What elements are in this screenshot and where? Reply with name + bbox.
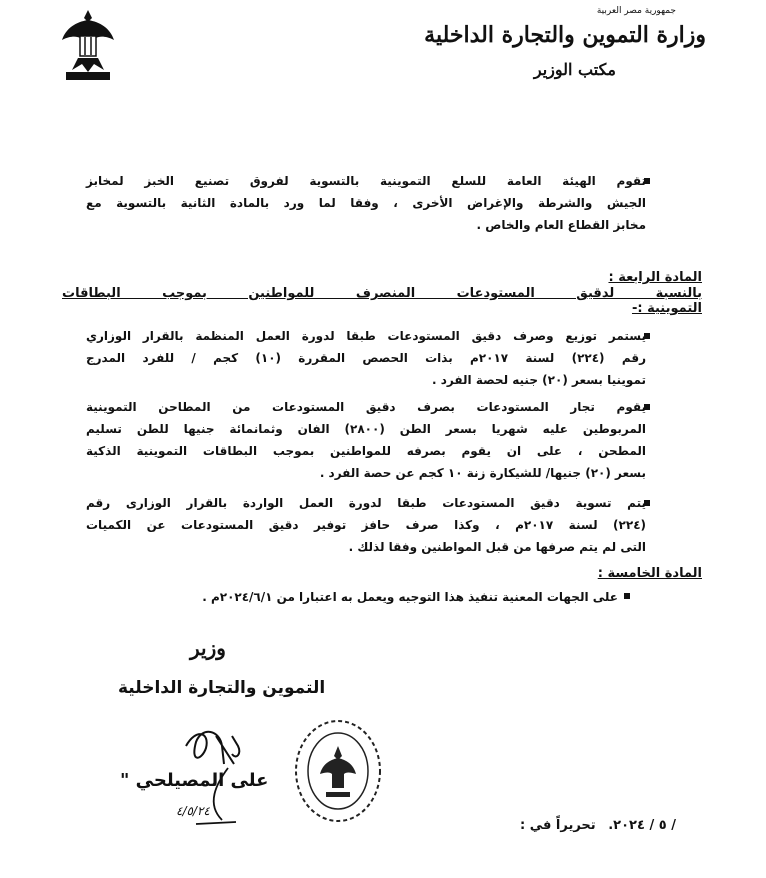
article4-heading bbox=[62, 286, 702, 316]
date-line bbox=[520, 818, 676, 833]
article4-item-line: يستمر توزيع وصرف دقيق المستودعات طبقا لدورة العمل المنظمة بالقرار الوزاري bbox=[86, 329, 646, 343]
article4-item bbox=[86, 396, 646, 484]
article4-title bbox=[608, 270, 702, 285]
article5-bullet bbox=[624, 593, 630, 599]
minister-title: وزير bbox=[190, 636, 226, 660]
article4-item-line: يتم تسوية دقيق المستودعات طبقا لدورة العمل الواردة بالقرار الوزارى رقم bbox=[86, 496, 646, 510]
article4-item bbox=[86, 325, 646, 391]
article4-item-line: التى لم يتم صرفها من قبل المواطنين وفقا لذلك . bbox=[348, 540, 646, 554]
letterhead-office: مكتب الوزير bbox=[533, 60, 616, 79]
article5-title-text: المادة الخامسة : bbox=[597, 566, 702, 581]
date-label: تحريراً في : bbox=[520, 818, 596, 833]
article4-item-line: المطحن ، على ان يقوم بصرفه للمواطنين بموجب البطاقات التموينية الذكية bbox=[86, 444, 646, 458]
letterhead-country: جمهورية مصر العربية bbox=[596, 6, 676, 16]
article4-item-line: رقم (٢٢٤) لسنة ٢٠١٧م بذات الحصص المقررة (١٠) كجم / للفرد المدرج bbox=[86, 351, 646, 365]
article4-title-text: المادة الرابعة : bbox=[608, 270, 702, 285]
letterhead-ministry: وزارة التموين والتجارة الداخلية bbox=[424, 22, 706, 48]
article5-title bbox=[598, 566, 702, 581]
article4-heading-line: بالنسبة لدقيق المستودعات المنصرف للمواطنين بموجب البطاقات bbox=[62, 286, 702, 301]
paragraph1-line: مخابز القطاع العام والخاص . bbox=[476, 218, 646, 232]
paragraph1 bbox=[86, 170, 646, 236]
article4-item-line: تموينيا بسعر (٢٠) جنيه لحصة الفرد . bbox=[432, 373, 646, 387]
paragraph1-line: الجيش والشرطة والإغراض الأخرى ، وفقا لما ورد بالمادة الثانية بالتسوية مع bbox=[86, 196, 646, 210]
paragraph1-line: تقوم الهيئة العامة للسلع التموينية بالتسوية لفروق تصنيع الخبز لمخابز bbox=[86, 174, 646, 188]
article4-item-line: يقوم تجار المستودعات بصرف دقيق المستودعات من المطاحن التموينية bbox=[86, 400, 646, 414]
article4-item bbox=[86, 492, 646, 558]
article5-line: على الجهات المعنية تنفيذ هذا التوجيه ويعمل به اعتبارا من ٢٠٢٤/٦/١م . bbox=[202, 590, 618, 604]
article4-item-line: المربوطين عليه شهريا بسعر الطن (٢٨٠٠) الفان وثمانمائة جنيها للطن تسليم bbox=[86, 422, 646, 436]
article4-heading-line: التموينية :- bbox=[631, 301, 702, 316]
article4-item-line: بسعر (٢٠) جنيها/ للشيكارة زنة ١٠ كجم عن حصة الفرد . bbox=[319, 466, 646, 480]
minister-ministry: التموين والتجارة الداخلية bbox=[118, 678, 326, 698]
egypt-eagle-emblem-icon bbox=[58, 6, 118, 82]
ministry-seal-stamp-icon bbox=[292, 716, 384, 826]
article4-item-line: (٢٢٤) لسنة ٢٠١٧م ، وكذا صرف حافز توفير دقيق المستودعات عن الكميات bbox=[86, 518, 647, 532]
signature-mark: ٤/٥/٢٤ bbox=[176, 804, 210, 818]
date-value: / ٥ / ٢٠٢٤. bbox=[608, 818, 676, 833]
minister-name: على المصيلحي " bbox=[120, 770, 269, 791]
